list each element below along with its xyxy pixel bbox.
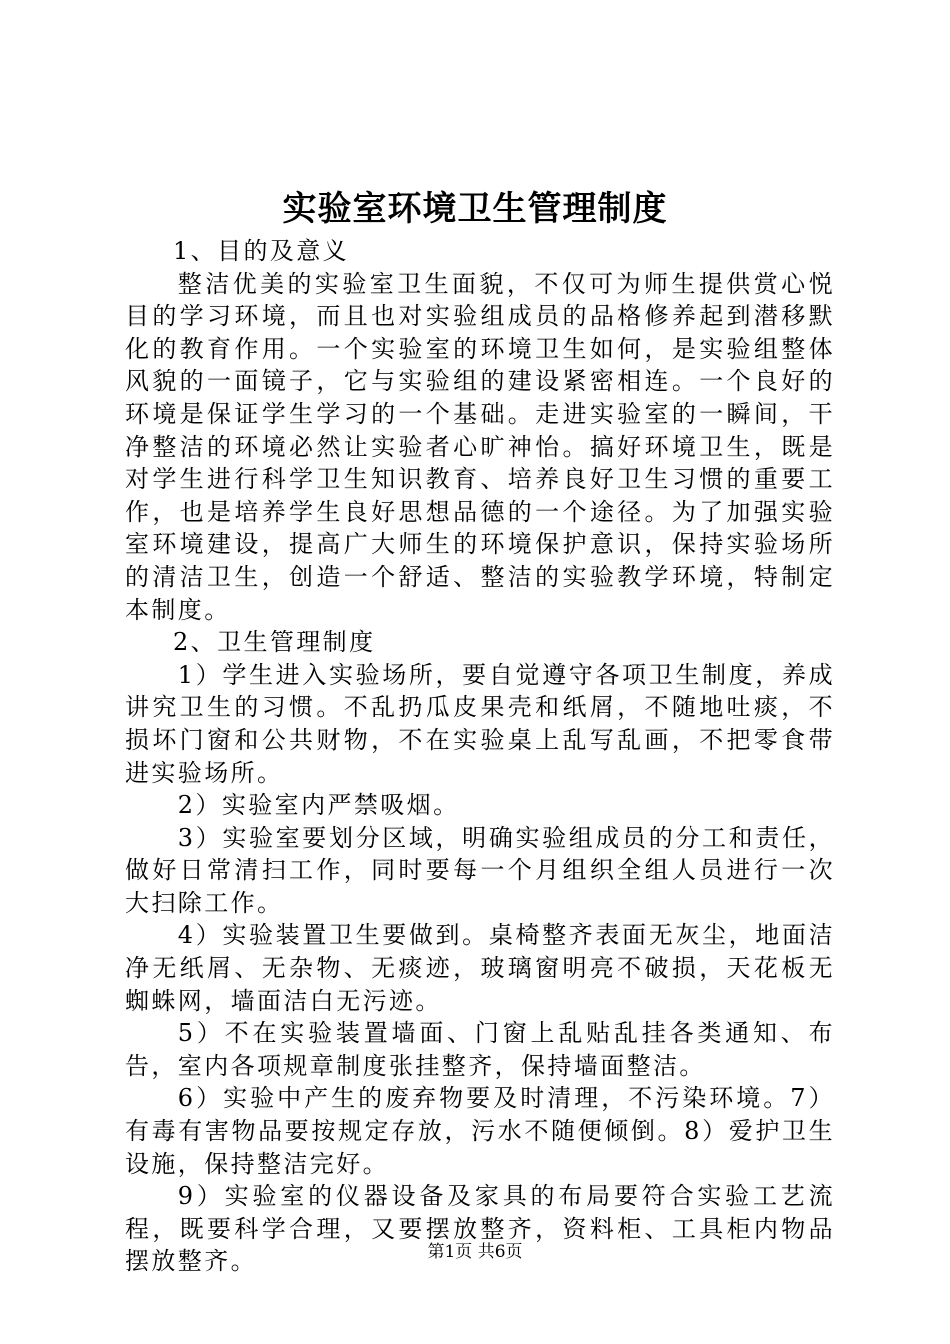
rule-item-4: 4）实验装置卫生要做到。桌椅整齐表面无灰尘，地面洁净无纸屑、无杂物、无痰迹，玻璃窗明亮不破损，天花板无蜘蛛网，墙面洁白无污迹。 bbox=[125, 921, 835, 1015]
section-heading-purpose: 1、目的及意义 bbox=[173, 237, 350, 265]
rule-item-9: 9）实验室的仪器设备及家具的布局要符合实验工艺流程，既要科学合理，又要摆放整齐，资料柜、工具柜内物品摆放整齐。 bbox=[125, 1182, 835, 1276]
page-footer: 第1页 共6页 bbox=[427, 1242, 523, 1262]
page-title: 实验室环境卫生管理制度 bbox=[282, 189, 668, 229]
section-heading-rules: 2、卫生管理制度 bbox=[173, 628, 376, 657]
rule-item-6-8: 6）实验中产生的废弃物要及时清理，不污染环境。7）有毒有害物品要按规定存放，污水不随便倾倒。8）爱护卫生设施，保持整洁完好。 bbox=[125, 1084, 835, 1178]
rule-item-5: 5）不在实验装置墙面、门窗上乱贴乱挂各类通知、布告，室内各项规章制度张挂整齐，保持墙面整洁。 bbox=[125, 1019, 835, 1080]
rule-item-1: 1）学生进入实验场所，要自觉遵守各项卫生制度，养成讲究卫生的习惯。不乱扔瓜皮果壳和纸屑，不随地吐痰，不损坏门窗和公共财物，不在实验桌上乱写乱画，不把零食带进实验场所。 bbox=[125, 660, 835, 787]
document-body bbox=[125, 235, 835, 1278]
rule-item-2: 2）实验室内严禁吸烟。 bbox=[177, 791, 460, 820]
rule-item-3: 3）实验室要划分区域，明确实验组成员的分工和责任，做好日常清扫工作，同时要每一个月组织全组人员进行一次大扫除工作。 bbox=[125, 823, 835, 917]
paragraph-purpose: 整洁优美的实验室卫生面貌，不仅可为师生提供赏心悦目的学习环境，而且也对实验组成员的品格修养起到潜移默化的教育作用。一个实验室的环境卫生如何，是实验组整体风貌的一面镜子，它与实验组的建设紧密相连。一个良好的环境是保证学生学习的一个基础。走进实验室的一瞬间，干净整洁的环境必然让实验者心旷神怡。搞好环境卫生，既是对学生进行科学卫生知识教育、培养良好卫生习惯的重要工作，也是培养学生良好思想品德的一个途径。为了加强实验室环境建设，提高广大师生的环境保护意识，保持实验场所的清洁卫生，创造一个舒适、整洁的实验教学环境，特制定本制度。 bbox=[125, 269, 835, 624]
